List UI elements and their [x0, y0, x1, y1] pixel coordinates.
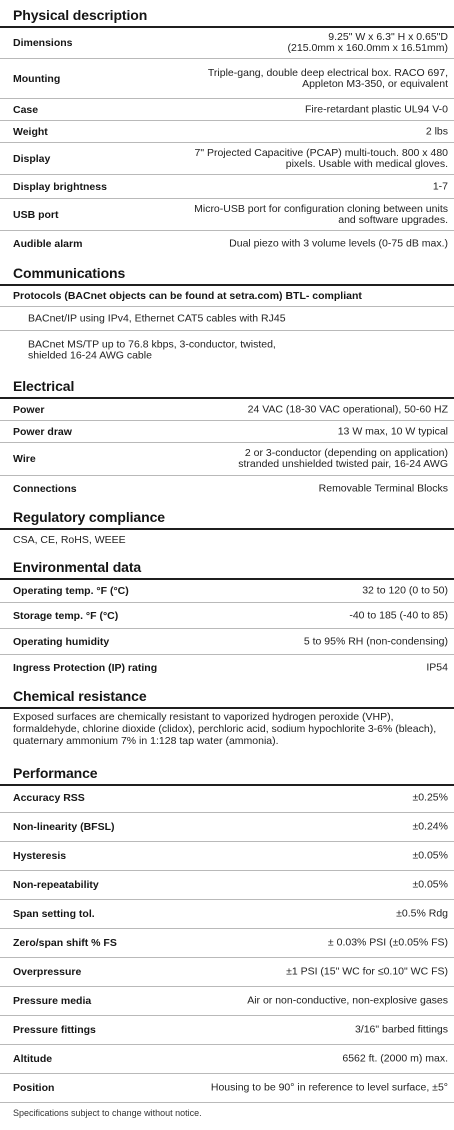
protocol-item-bacnet-ip — [0, 307, 454, 331]
protocol-text: BACnet/IP using IPv4, Ethernet CAT5 cables with RJ45 — [28, 311, 286, 324]
spec-label: Zero/span shift % FS — [13, 937, 117, 949]
spec-value: 1-7 — [432, 180, 448, 192]
spec-value: Removable Terminal Blocks — [318, 482, 448, 494]
spec-value: ±0.24% — [412, 820, 448, 833]
section-chemical — [0, 680, 454, 709]
spec-value: ±0.05% — [412, 878, 448, 891]
spec-value: Air or non-conductive, non-explosive gases — [247, 994, 448, 1007]
section-physical — [0, 0, 454, 28]
spec-label: Operating humidity — [13, 635, 110, 648]
spec-row-operating-humidity — [0, 629, 454, 655]
spec-value: -40 to 185 (-40 to 85) — [349, 609, 448, 621]
protocols-label: Protocols (BACnet objects can be found at setra.com) BTL- compliant — [13, 290, 362, 302]
spec-label: Display — [13, 152, 51, 165]
spec-label: Hysteresis — [13, 850, 67, 862]
spec-value: 2 lbs — [425, 125, 448, 137]
spec-row-overpressure — [0, 958, 454, 987]
spec-row-pressure-media — [0, 987, 454, 1016]
footnote: Specifications subject to change without notice. — [13, 1108, 202, 1118]
spec-label: Display brightness — [13, 180, 107, 193]
spec-value: ±0.5% Rdg — [396, 907, 448, 920]
spec-row-mounting — [0, 59, 454, 99]
spec-label: Case — [13, 103, 39, 116]
spec-row-accuracy — [0, 784, 454, 813]
chemical-text: Exposed surfaces are chemically resistant to vaporized hydrogen peroxide (VHP), formaldehyde, chlorine dioxide (clidox), perchloric acid, sodium hypochlorite 3-6% (bleach), quaternary ammonium 7% in 1:128 tap water (ammonia). — [13, 711, 437, 747]
spec-label: Non-linearity (BFSL) — [13, 821, 115, 833]
spec-value: 5 to 95% RH (non-condensing) — [303, 635, 448, 647]
spec-row-display — [0, 143, 454, 175]
spec-row-position — [0, 1074, 454, 1103]
spec-row-display-brightness — [0, 175, 454, 199]
spec-label: Operating temp. °F (°C) — [13, 585, 129, 597]
spec-label: Span setting tol. — [13, 908, 95, 920]
spec-label: Connections — [13, 482, 77, 495]
section-performance — [0, 756, 454, 786]
protocol-text: BACnet MS/TP up to 76.8 kbps, 3-conductor, twisted, shielded 16-24 AWG cable — [28, 338, 276, 362]
section-regulatory — [0, 501, 454, 530]
spec-label: Weight — [13, 125, 48, 138]
spec-label: Power — [13, 403, 45, 416]
spec-row-audible-alarm — [0, 231, 454, 257]
spec-label: Dimensions — [13, 37, 73, 49]
spec-row-power — [0, 399, 454, 421]
spec-label: Wire — [13, 453, 36, 465]
spec-row-altitude — [0, 1045, 454, 1074]
section-title: Chemical resistance — [13, 688, 147, 704]
spec-row-non-repeatability — [0, 871, 454, 900]
spec-value: 3/16" barbed fittings — [354, 1023, 448, 1036]
spec-value: 24 VAC (18-30 VAC operational), 50-60 HZ — [247, 403, 448, 415]
spec-row-dimensions — [0, 28, 454, 59]
section-environmental — [0, 551, 454, 580]
spec-value: Fire-retardant plastic UL94 V-0 — [305, 103, 448, 115]
spec-row-hysteresis — [0, 842, 454, 871]
spec-value: Dual piezo with 3 volume levels (0-75 dB max.) — [229, 237, 448, 250]
spec-value: ±0.25% — [412, 791, 448, 804]
section-title: Electrical — [13, 378, 75, 394]
spec-value: 6562 ft. (2000 m) max. — [342, 1052, 448, 1065]
spec-label: Accuracy RSS — [13, 792, 85, 804]
spec-label: Altitude — [13, 1053, 53, 1065]
section-title: Regulatory compliance — [13, 509, 165, 525]
spec-label: Overpressure — [13, 966, 82, 978]
spec-row-case — [0, 99, 454, 121]
section-title: Performance — [13, 765, 98, 781]
spec-row-non-linearity — [0, 813, 454, 842]
spec-label: Pressure fittings — [13, 1024, 96, 1036]
spec-row-pressure-fittings — [0, 1016, 454, 1045]
section-title: Environmental data — [13, 559, 142, 575]
spec-row-weight — [0, 121, 454, 143]
spec-label: Storage temp. °F (°C) — [13, 609, 119, 622]
section-electrical — [0, 370, 454, 399]
spec-value: IP54 — [426, 661, 448, 673]
spec-value: 7" Projected Capacitive (PCAP) multi-touch. 800 x 480 pixels. Usable with medical gloves. — [194, 146, 448, 170]
protocols-row — [0, 286, 454, 307]
spec-label: USB port — [13, 208, 59, 221]
spec-label: Position — [13, 1082, 55, 1094]
spec-row-zero-span-shift — [0, 929, 454, 958]
spec-row-operating-temp — [0, 580, 454, 603]
protocol-item-bacnet-mstp — [0, 331, 454, 370]
spec-value: Housing to be 90° in reference to level surface, ±5° — [210, 1081, 448, 1094]
spec-row-wire — [0, 443, 454, 476]
spec-row-usb-port — [0, 199, 454, 231]
section-communications — [0, 257, 454, 286]
spec-value: ± 0.03% PSI (±0.05% FS) — [327, 936, 448, 949]
spec-label: Non-repeatability — [13, 879, 99, 891]
spec-value: 32 to 120 (0 to 50) — [362, 584, 448, 597]
section-title: Physical description — [13, 7, 148, 23]
spec-value: 13 W max, 10 W typical — [337, 425, 448, 437]
spec-row-span-setting — [0, 900, 454, 929]
spec-label: Power draw — [13, 425, 72, 438]
spec-row-power-draw — [0, 421, 454, 443]
section-title: Communications — [13, 265, 126, 281]
spec-value: 9.25" W x 6.3" H x 0.65"D (215.0mm x 160.0mm x 16.51mm) — [287, 31, 448, 54]
spec-value: ±0.05% — [412, 849, 448, 862]
spec-label: Mounting — [13, 72, 61, 85]
spec-value: ±1 PSI (15" WC for ≤0.10" WC FS) — [286, 965, 448, 978]
spec-value: 2 or 3-conductor (depending on application) stranded unshielded twisted pair, 16-24 AWG — [238, 447, 448, 470]
spec-label: Audible alarm — [13, 238, 83, 250]
spec-value: Micro-USB port for configuration cloning between units and software upgrades. — [194, 202, 448, 226]
spec-label: Ingress Protection (IP) rating — [13, 661, 158, 674]
spec-value: Triple-gang, double deep electrical box. RACO 697, Appleton M3-350, or equivalent — [207, 66, 448, 90]
spec-row-connections — [0, 476, 454, 501]
spec-row-storage-temp — [0, 603, 454, 629]
spec-label: Pressure media — [13, 995, 92, 1007]
regulatory-text: CSA, CE, RoHS, WEEE — [13, 534, 126, 546]
spec-row-ip-rating — [0, 655, 454, 680]
